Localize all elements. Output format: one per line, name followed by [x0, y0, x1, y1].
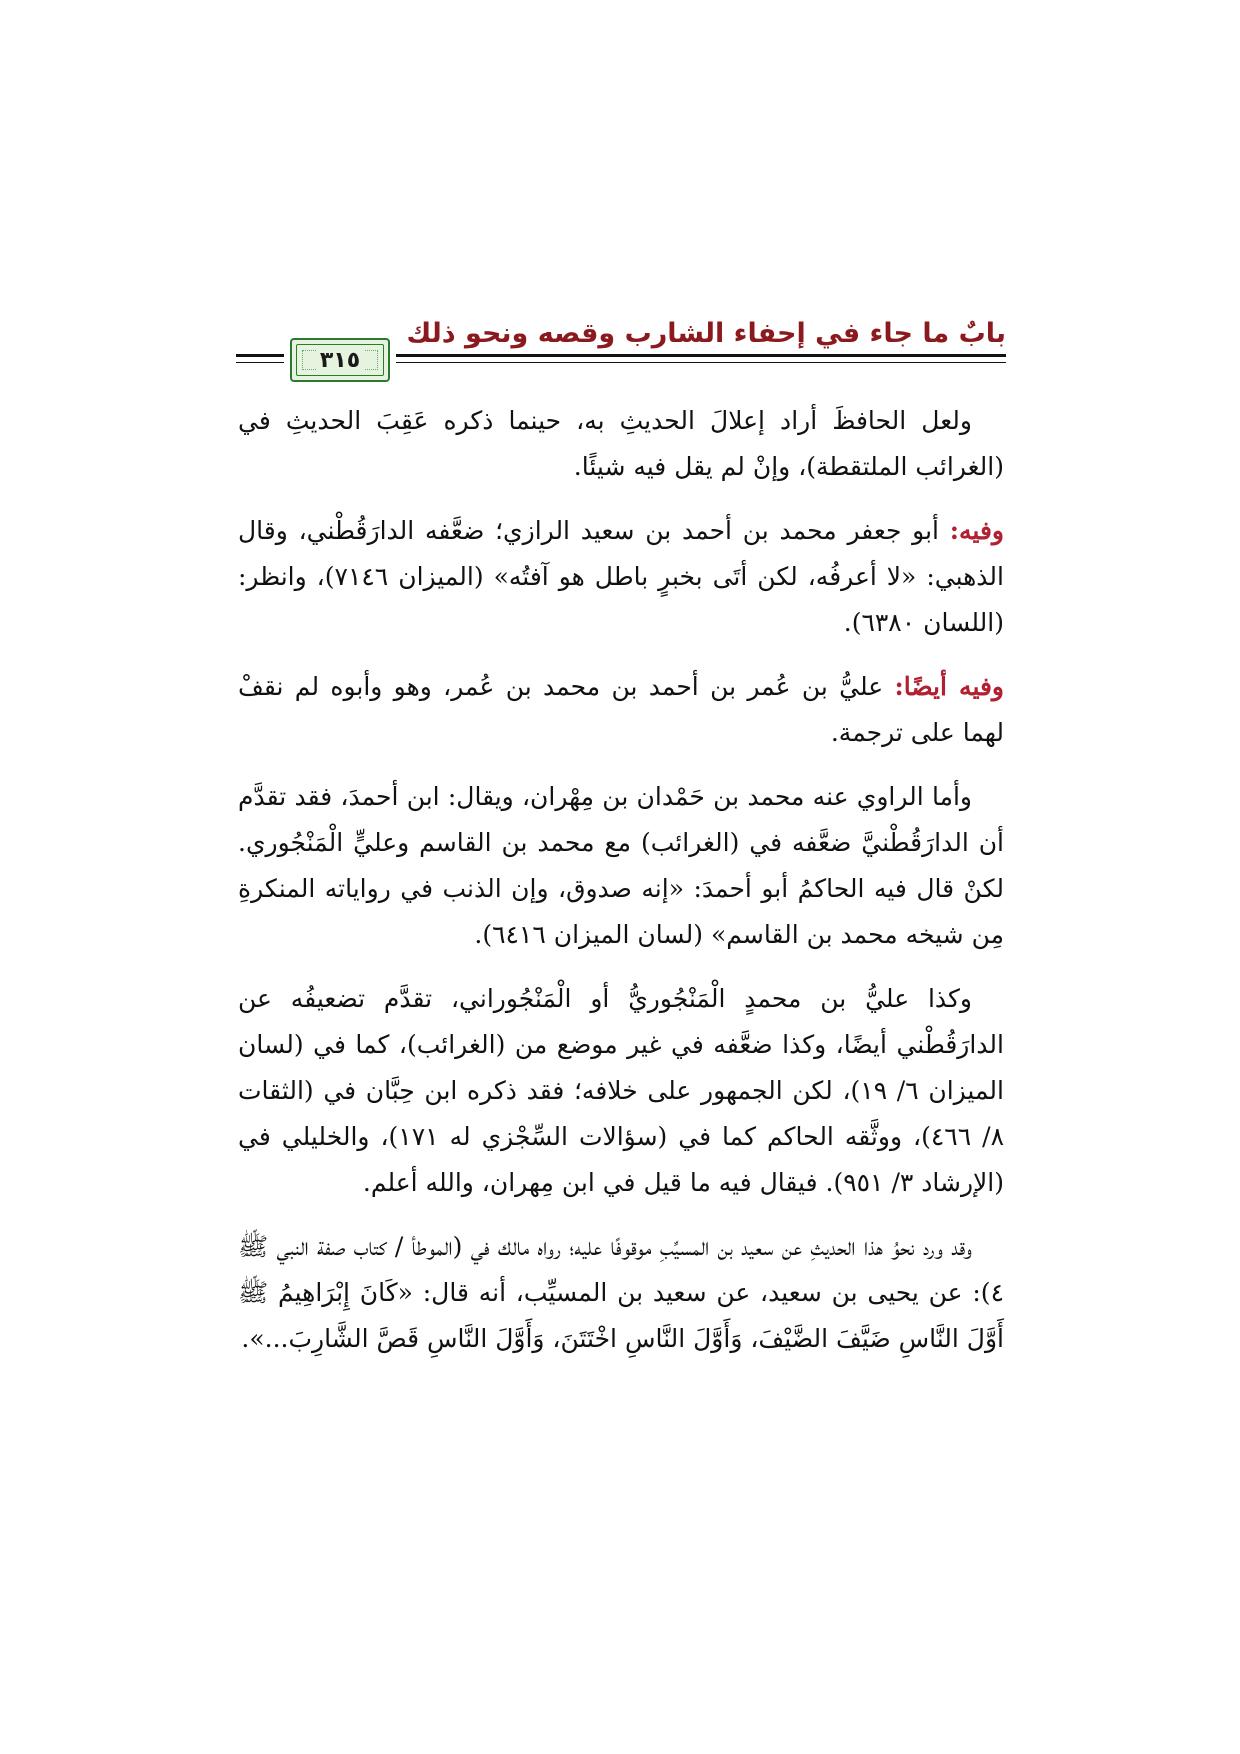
paragraph-2 [238, 508, 1004, 646]
page-header [236, 318, 1006, 388]
paragraph-text: وأما الراوي عنه محمد بن حَمْدان بن مِهْران، ويقال: ابن أحمدَ، فقد تقدَّم أن الدارَقُطْنيَّ ضعَّفه في (الغرائب) مع محمد بن القاسم وعليٍّ الْمَنْجُوري. لكنْ قال فيه الحاكمُ أبو أحمدَ: «إنه صدوق، وإن الذنب في رواياته المنكرةِ مِن شيخه محمد بن القاسم» (لسان الميزان ٦٤١٦). [238, 782, 1004, 949]
paragraph-text: وكذا عليُّ بن محمدٍ الْمَنْجُوريُّ أو الْمَنْجُوراني، تقدَّم تضعيفُه عن الدارَقُطْني أيضًا، وكذا ضعَّفه في غير موضع من (الغرائب)، كما في (لسان الميزان ٦/ ١٩)، لكن الجمهور على خلافه؛ فقد ذكره ابن حِبَّان في (الثقات ٨/ ٤٦٦)، ووثَّقه الحاكم كما في (سؤالات السِّجْزي له ١٧١)، والخليلي في (الإرشاد ٣/ ٩٥١). فيقال فيه ما قيل في ابن مِهران، والله أعلم. [238, 984, 1004, 1197]
header-rule-right-thin [396, 362, 1006, 363]
paragraph-text: عليُّ بن عُمر بن أحمد بن محمد بن عُمر، وهو وأبوه لم نقفْ لهما على ترجمة. [238, 672, 1004, 747]
page-number: ٣١٥ [316, 348, 364, 373]
page-number-badge [290, 338, 390, 382]
header-rule-left-thin [236, 362, 284, 363]
paragraph-1 [238, 398, 1004, 490]
paragraph-6 [238, 1224, 1004, 1362]
paragraph-text: وقد ورد نحوُ هذا الحديثِ عن سعيد بن المسيِّبِ موقوفًا عليه؛ رواه مالك في (الموطأ / كتاب صفة النبي ﷺ ٤): عن يحيى بن سعيد، عن سعيد بن المسيِّب، أنه قال: «كَانَ إِبْرَاهِيمُ ﷺ أَوَّلَ النَّاسِ ضَيَّفَ الضَّيْفَ، وَأَوَّلَ النَّاسِ اخْتَتَنَ، وَأَوَّلَ النَّاسِ قَصَّ الشَّارِبَ...». [238, 1232, 1004, 1353]
paragraph-4 [238, 774, 1004, 958]
paragraph-label: وفيه أيضًا: [894, 672, 1005, 701]
header-rule-left [236, 354, 284, 357]
header-rule-right [396, 354, 1006, 357]
paragraph-3 [238, 664, 1004, 756]
paragraph-text: ولعل الحافظَ أراد إعلالَ الحديثِ به، حينما ذكره عَقِبَ الحديثِ في (الغرائب الملتقطة)، وإنْ لم يقل فيه شيئًا. [238, 406, 1004, 481]
paragraph-text: أبو جعفر محمد بن أحمد بن سعيد الرازي؛ ضعَّفه الدارَقُطْني، وقال الذهبي: «لا أعرفُه، لكن أتَى بخبرٍ باطل هو آفتُه» (الميزان ٧١٤٦)، وانظر: (اللسان ٦٣٨٠). [238, 516, 1004, 637]
paragraph-5 [238, 976, 1004, 1206]
page-body [238, 398, 1004, 1380]
paragraph-label: وفيه: [949, 516, 1004, 545]
chapter-title: بابٌ ما جاء في إحفاء الشارب وقصه ونحو ذلك [406, 318, 1006, 349]
